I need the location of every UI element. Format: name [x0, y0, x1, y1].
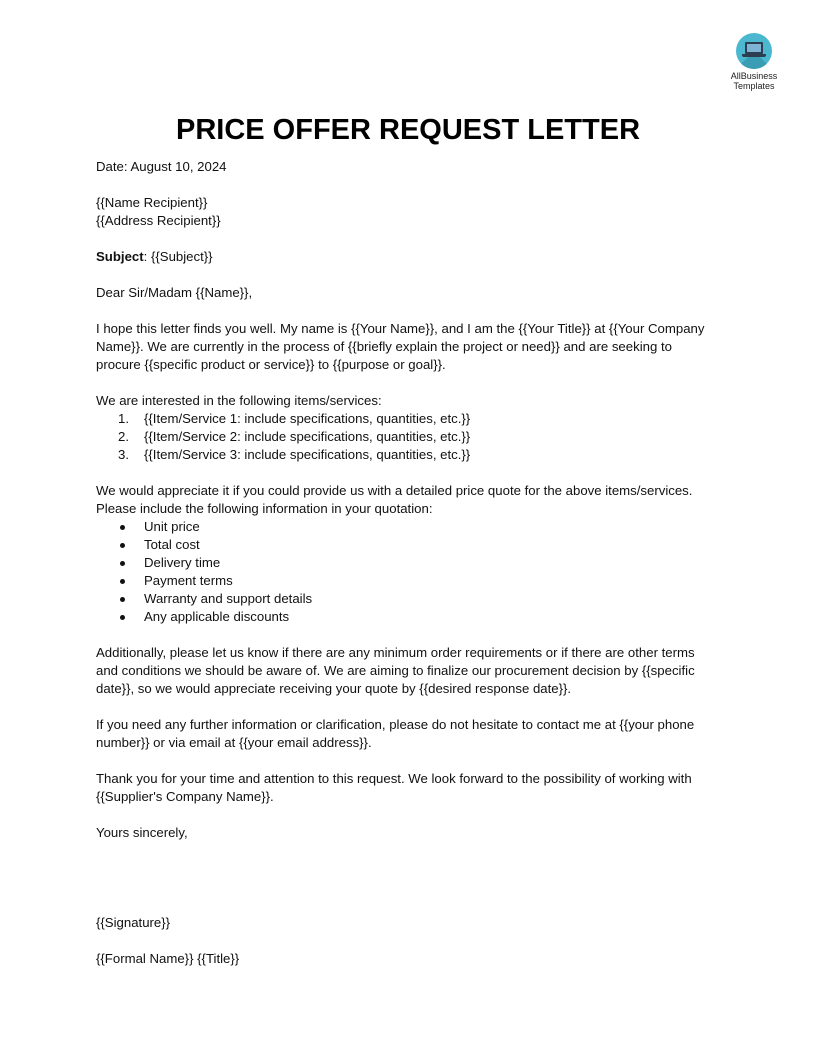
salutation: Dear Sir/Madam {{Name}}, — [96, 285, 253, 300]
list-item — [96, 536, 726, 554]
list-number: 3. — [118, 447, 129, 462]
intro-line: Name}}. We are currently in the process of {{briefly explain the project or need}} and are seeking to — [96, 339, 672, 354]
signature: {{Signature}} — [96, 915, 171, 930]
letter-body — [96, 158, 726, 968]
laptop-icon — [736, 33, 772, 69]
bullet-icon — [120, 543, 125, 548]
list-item-text: Total cost — [144, 537, 200, 552]
list-number: 1. — [118, 411, 129, 426]
list-item — [96, 590, 726, 608]
additional-line: date}}, so we would appreciate receiving your quote by {{desired response date}}. — [96, 681, 572, 696]
subject-value: : {{Subject}} — [143, 249, 213, 264]
closing: Yours sincerely, — [96, 825, 188, 840]
list-item — [96, 554, 726, 572]
recipient-name: {{Name Recipient}} — [96, 195, 208, 210]
allbusiness-templates-logo — [726, 33, 782, 91]
list-item — [96, 410, 726, 428]
subject-line — [96, 248, 726, 266]
contact-paragraph — [96, 716, 726, 752]
list-item-text: Warranty and support details — [144, 591, 313, 606]
list-item — [96, 446, 726, 464]
list-item-text: {{Item/Service 1: include specifications, quantities, etc.}} — [144, 411, 471, 426]
intro-line: procure {{specific product or service}} to {{purpose or goal}}. — [96, 357, 446, 372]
intro-paragraph — [96, 320, 726, 374]
thanks-paragraph — [96, 770, 726, 806]
additional-line: Additionally, please let us know if there are any minimum order requirements or if there are other terms — [96, 645, 695, 660]
items-intro: We are interested in the following items/services: — [96, 393, 382, 408]
list-item-text: {{Item/Service 3: include specifications, quantities, etc.}} — [144, 447, 471, 462]
recipient-address: {{Address Recipient}} — [96, 213, 221, 228]
bullet-icon — [120, 525, 125, 530]
list-item-text: Payment terms — [144, 573, 233, 588]
thanks-line: Thank you for your time and attention to this request. We look forward to the possibility of working with — [96, 771, 692, 786]
quote-request-paragraph — [96, 482, 726, 518]
bullet-icon — [120, 597, 125, 602]
logo-line-2: Templates — [733, 81, 775, 91]
list-item — [96, 572, 726, 590]
list-item-text: Delivery time — [144, 555, 221, 570]
list-item-text: Any applicable discounts — [144, 609, 290, 624]
contact-line: number}} or via email at {{your email address}}. — [96, 735, 372, 750]
additional-line: and conditions we should be aware of. We are aiming to finalize our procurement decision by {{specific — [96, 663, 695, 678]
quote-request-line: Please include the following information in your quotation: — [96, 501, 433, 516]
items-list — [96, 410, 726, 464]
thanks-line: {{Supplier's Company Name}}. — [96, 789, 274, 804]
list-item — [96, 518, 726, 536]
bullet-icon — [120, 579, 125, 584]
additional-paragraph — [96, 644, 726, 698]
list-number: 2. — [118, 429, 129, 444]
list-item — [96, 608, 726, 626]
contact-line: If you need any further information or clarification, please do not hesitate to contact me at {{your phone — [96, 717, 695, 732]
logo-line-1: AllBusiness — [730, 71, 778, 81]
logo-text — [726, 71, 782, 91]
list-item-text: {{Item/Service 2: include specifications, quantities, etc.}} — [144, 429, 471, 444]
letter-date: Date: August 10, 2024 — [96, 159, 227, 174]
quote-request-line: We would appreciate it if you could provide us with a detailed price quote for the above items/services. — [96, 483, 693, 498]
formal-name-title: {{Formal Name}} {{Title}} — [96, 951, 240, 966]
list-item-text: Unit price — [144, 519, 200, 534]
list-item — [96, 428, 726, 446]
quote-items-list — [96, 518, 726, 626]
intro-line: I hope this letter finds you well. My name is {{Your Name}}, and I am the {{Your Title}} at {{Your Company — [96, 321, 705, 336]
bullet-icon — [120, 561, 125, 566]
document-title: PRICE OFFER REQUEST LETTER — [175, 114, 641, 146]
bullet-icon — [120, 615, 125, 620]
subject-label: Subject — [96, 249, 144, 264]
